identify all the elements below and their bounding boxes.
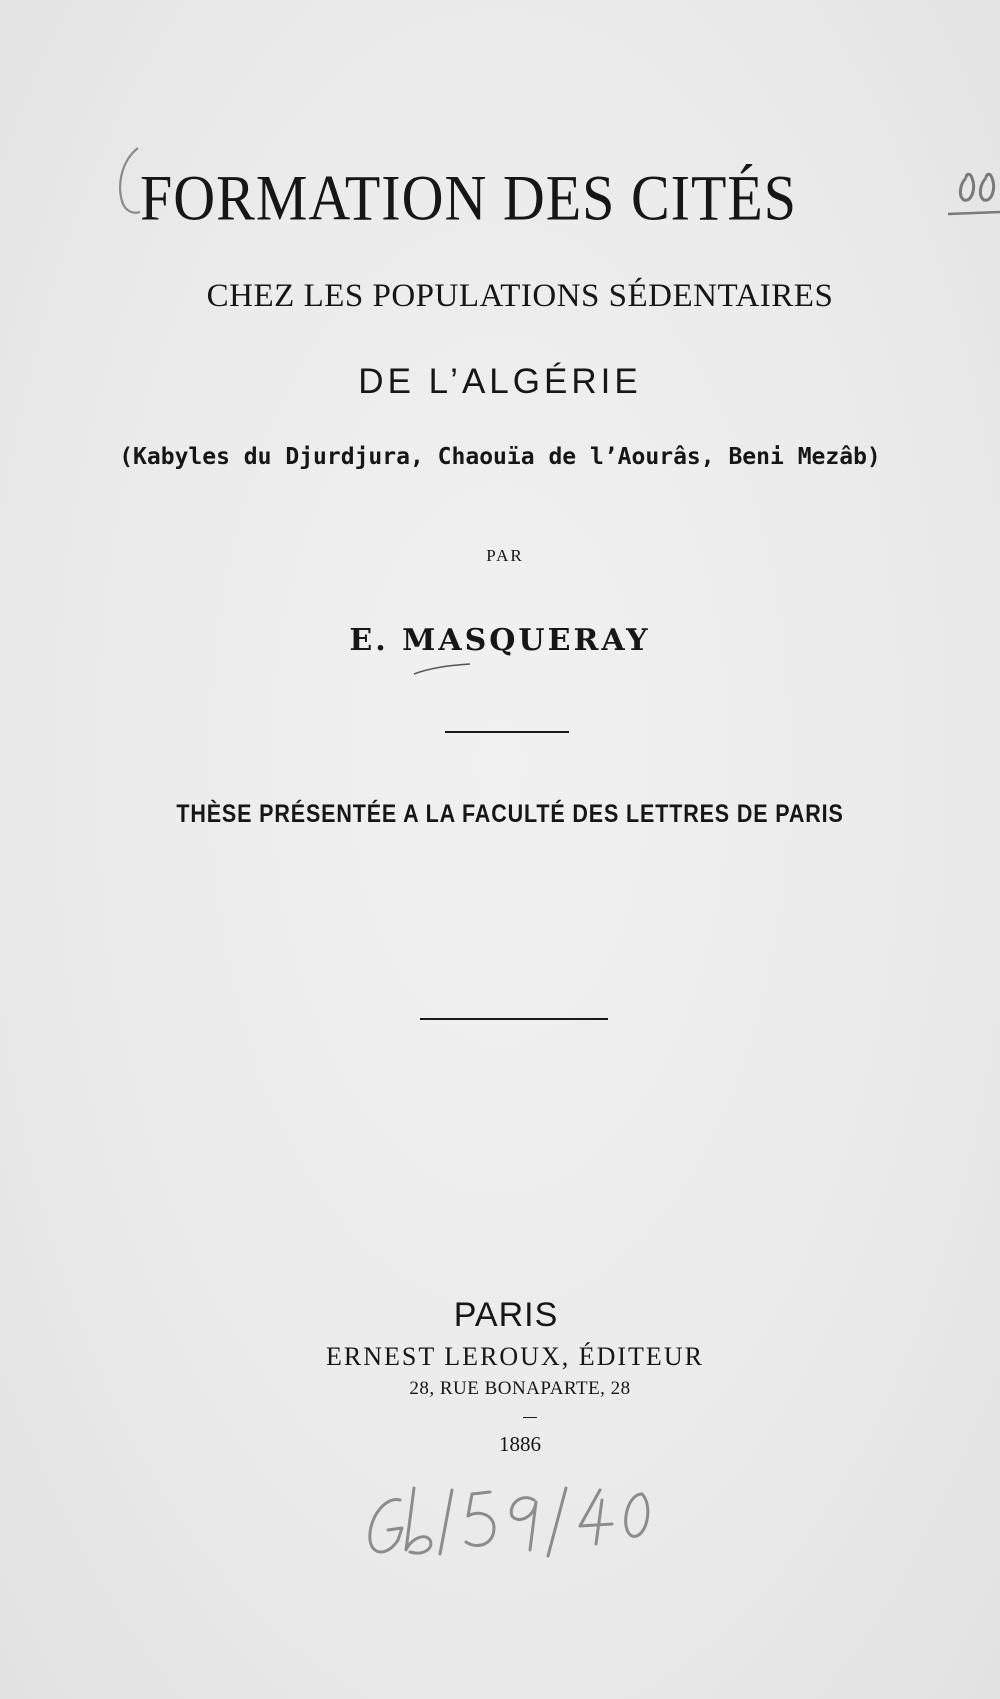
by-label: PAR: [486, 546, 524, 565]
book-title: FORMATION DES CITÉS: [140, 161, 798, 234]
imprint-year: 1886: [499, 1432, 541, 1456]
subtitle-line-2: DE L’ALGÉRIE: [358, 362, 642, 401]
imprint-address: 28, RUE BONAPARTE, 28: [409, 1378, 631, 1399]
regions-subtitle: (Kabyles du Djurdjura, Chaouïa de l’Aourâs, Beni Mezâb): [119, 444, 881, 470]
shelfmark-handwriting: [370, 1488, 648, 1556]
author-name: E. MASQUERAY: [349, 623, 651, 658]
corner-mark-handwriting: [948, 174, 1000, 214]
imprint-publisher: ERNEST LEROUX, ÉDITEUR: [326, 1342, 704, 1371]
thesis-statement: THÈSE PRÉSENTÉE A LA FACULTÉ DES LETTRES DE PARIS: [176, 800, 844, 828]
pencil-bracket-mark: [120, 148, 140, 213]
divider-rule-1: [445, 731, 569, 733]
imprint-city: PARIS: [453, 1296, 559, 1334]
imprint-dash: [523, 1417, 537, 1418]
subtitle-line-1: CHEZ LES POPULATIONS SÉDENTAIRES: [206, 278, 834, 314]
author-pencil-underline: [414, 664, 470, 674]
divider-rule-2: [420, 1018, 608, 1020]
